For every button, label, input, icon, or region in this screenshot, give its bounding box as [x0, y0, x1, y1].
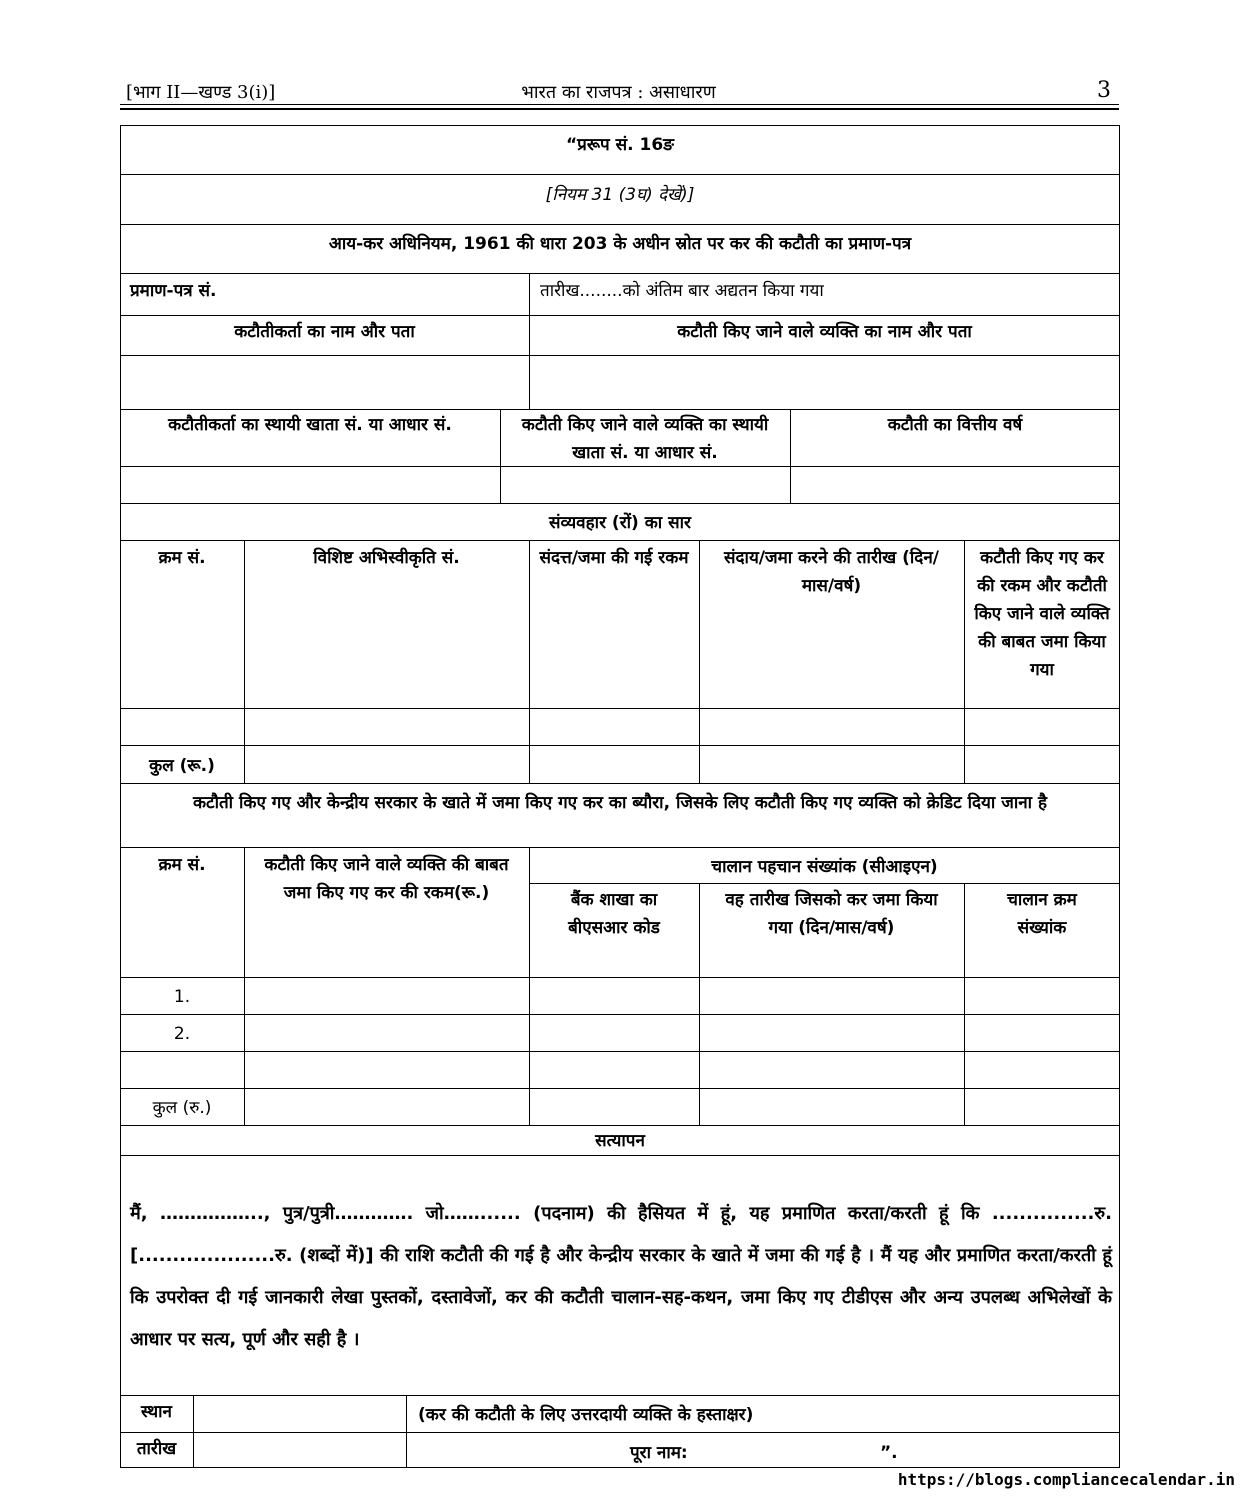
row-line [120, 1051, 1120, 1052]
row-line [120, 1155, 1120, 1156]
verification-title: सत्यापन [595, 1131, 645, 1151]
details-col-amount: कटौती किए जाने वाले व्यक्ति की बाबत जमा किए गए कर की रकम(रू.) [264, 855, 509, 903]
certificate-number-label: प्रमाण-पत्र सं. [130, 281, 217, 301]
row-line [120, 224, 1120, 225]
row-line [120, 708, 1120, 709]
row-line [120, 409, 1120, 410]
details-total-label: कुल (रु.) [152, 1098, 212, 1118]
col-line [406, 1395, 407, 1468]
col-line [244, 847, 245, 1125]
details-col-challan-no: चालान क्रम संख्यांक [1007, 890, 1077, 938]
full-name-label: पूरा नाम: [630, 1443, 688, 1463]
signature-label: (कर की कटौती के लिए उत्तरदायी व्यक्ति के हस्ताक्षर) [418, 1405, 754, 1425]
page-number: 3 [1097, 78, 1111, 103]
gazette-title: भारत का राजपत्र : असाधारण [521, 82, 716, 103]
gazette-header [122, 78, 1115, 106]
col-line [529, 847, 530, 1125]
row-line [120, 315, 1120, 316]
details-row-serial: 2. [173, 1024, 191, 1044]
col-line [193, 1395, 194, 1468]
row-line [120, 783, 1120, 784]
row-line [120, 174, 1120, 175]
col-line [244, 540, 245, 783]
row-line [120, 1395, 1120, 1396]
source-url: https://blogs.compliancecalendar.in [897, 1470, 1235, 1489]
part-section: [भाग II—खण्ड 3(i)] [126, 82, 276, 103]
details-row-serial: 1. [173, 987, 191, 1007]
rule-reference: [नियम 31 (3घ) देखें)] [545, 185, 695, 205]
row-line [120, 503, 1120, 504]
row-line [120, 1014, 1120, 1015]
place-label: स्थान [141, 1402, 172, 1422]
summary-col-tax-amount: कटौती किए गए कर की रकम और कटौती किए जाने वाले व्यक्ति की बाबत जमा किया गया [974, 548, 1110, 680]
deductor-name-label: कटौतीकर्ता का नाम और पता [234, 322, 415, 342]
col-line [964, 883, 965, 1125]
deductee-pan-label: कटौती किए जाने वाले व्यक्ति का स्थायी खाता सं. या आधार सं. [521, 415, 769, 463]
row-line [120, 273, 1120, 274]
verification-text: मैं, …………….., पुत्र/पुत्री…………. जो……...... (पदनाम) की हैसियत में हूं, यह प्रमाणित करता/करती हूं कि ...............रु. [....................रु. (शब्दों में)] की राशि कटौती की गई है और केन्द्रीय सरकार के खाते में जमा की गई है । मैं यह और प्रमाणित करता/करती हूं कि उपरोक्त दी गई जानकारी लेखा पुस्तकों, दस्तावेजों, कर की कटौती चालान-सह-कथन, जमा किए गए टीडीएस और अन्य उपलब्ध अभिलेखों के आधार पर सत्य, पूर्ण और सही है । [130, 1203, 1112, 1350]
col-line [699, 883, 700, 1125]
header-rule-thick [120, 108, 1119, 110]
row-line [120, 540, 1120, 541]
form-title: “प्ररूप सं. 16ङ [566, 135, 674, 155]
col-line [964, 540, 965, 783]
col-line [500, 409, 501, 503]
row-line [120, 355, 1120, 356]
last-updated-label: तारीख........को अंतिम बार अद्यतन किया गया [540, 281, 824, 301]
financial-year-label: कटौती का वित्तीय वर्ष [887, 415, 1023, 435]
details-col-deposit-date: वह तारीख जिसको कर जमा किया गया (दिन/मास/वर्ष) [725, 890, 938, 938]
summary-col-amount: संदत्त/जमा की गई रकम [539, 548, 689, 568]
details-col-bsr: बैंक शाखा का बीएसआर कोड [568, 890, 660, 938]
summary-total-label: कुल (रू.) [149, 756, 215, 776]
row-line [120, 1432, 1120, 1433]
col-line [529, 540, 530, 783]
header-rule [120, 104, 1119, 105]
summary-title: संव्यवहार (रों) का सार [549, 513, 691, 533]
summary-col-date: संदाय/जमा करने की तारीख (दिन/मास/वर्ष) [724, 548, 939, 596]
deductor-pan-label: कटौतीकर्ता का स्थायी खाता सं. या आधार सं. [168, 415, 452, 435]
details-col-cin: चालान पहचान संख्यांक (सीआइएन) [711, 857, 938, 877]
closing-quote: ”. [880, 1443, 898, 1463]
summary-col-ack-no: विशिष्ट अभिस्वीकृति सं. [313, 548, 460, 568]
row-line [120, 847, 1120, 848]
row-line [120, 977, 1120, 978]
row-line [120, 1088, 1120, 1089]
form-heading: आय-कर अधिनियम, 1961 की धारा 203 के अधीन स्रोत पर कर की कटौती का प्रमाण-पत्र [328, 234, 912, 254]
row-line [530, 883, 1120, 884]
row-line [120, 1125, 1120, 1126]
col-line [699, 540, 700, 783]
summary-col-serial: क्रम सं. [158, 548, 206, 568]
date-label: तारीख [136, 1439, 177, 1459]
details-col-serial: क्रम सं. [158, 855, 206, 875]
row-line [120, 745, 1120, 746]
deductee-name-label: कटौती किए जाने वाले व्यक्ति का नाम और पता [677, 322, 972, 342]
details-title: कटौती किए गए और केन्द्रीय सरकार के खाते में जमा किए गए कर का ब्यौरा, जिसके लिए कटौती किए गए व्यक्ति को क्रेडिट दिया जाना है [192, 793, 1048, 813]
